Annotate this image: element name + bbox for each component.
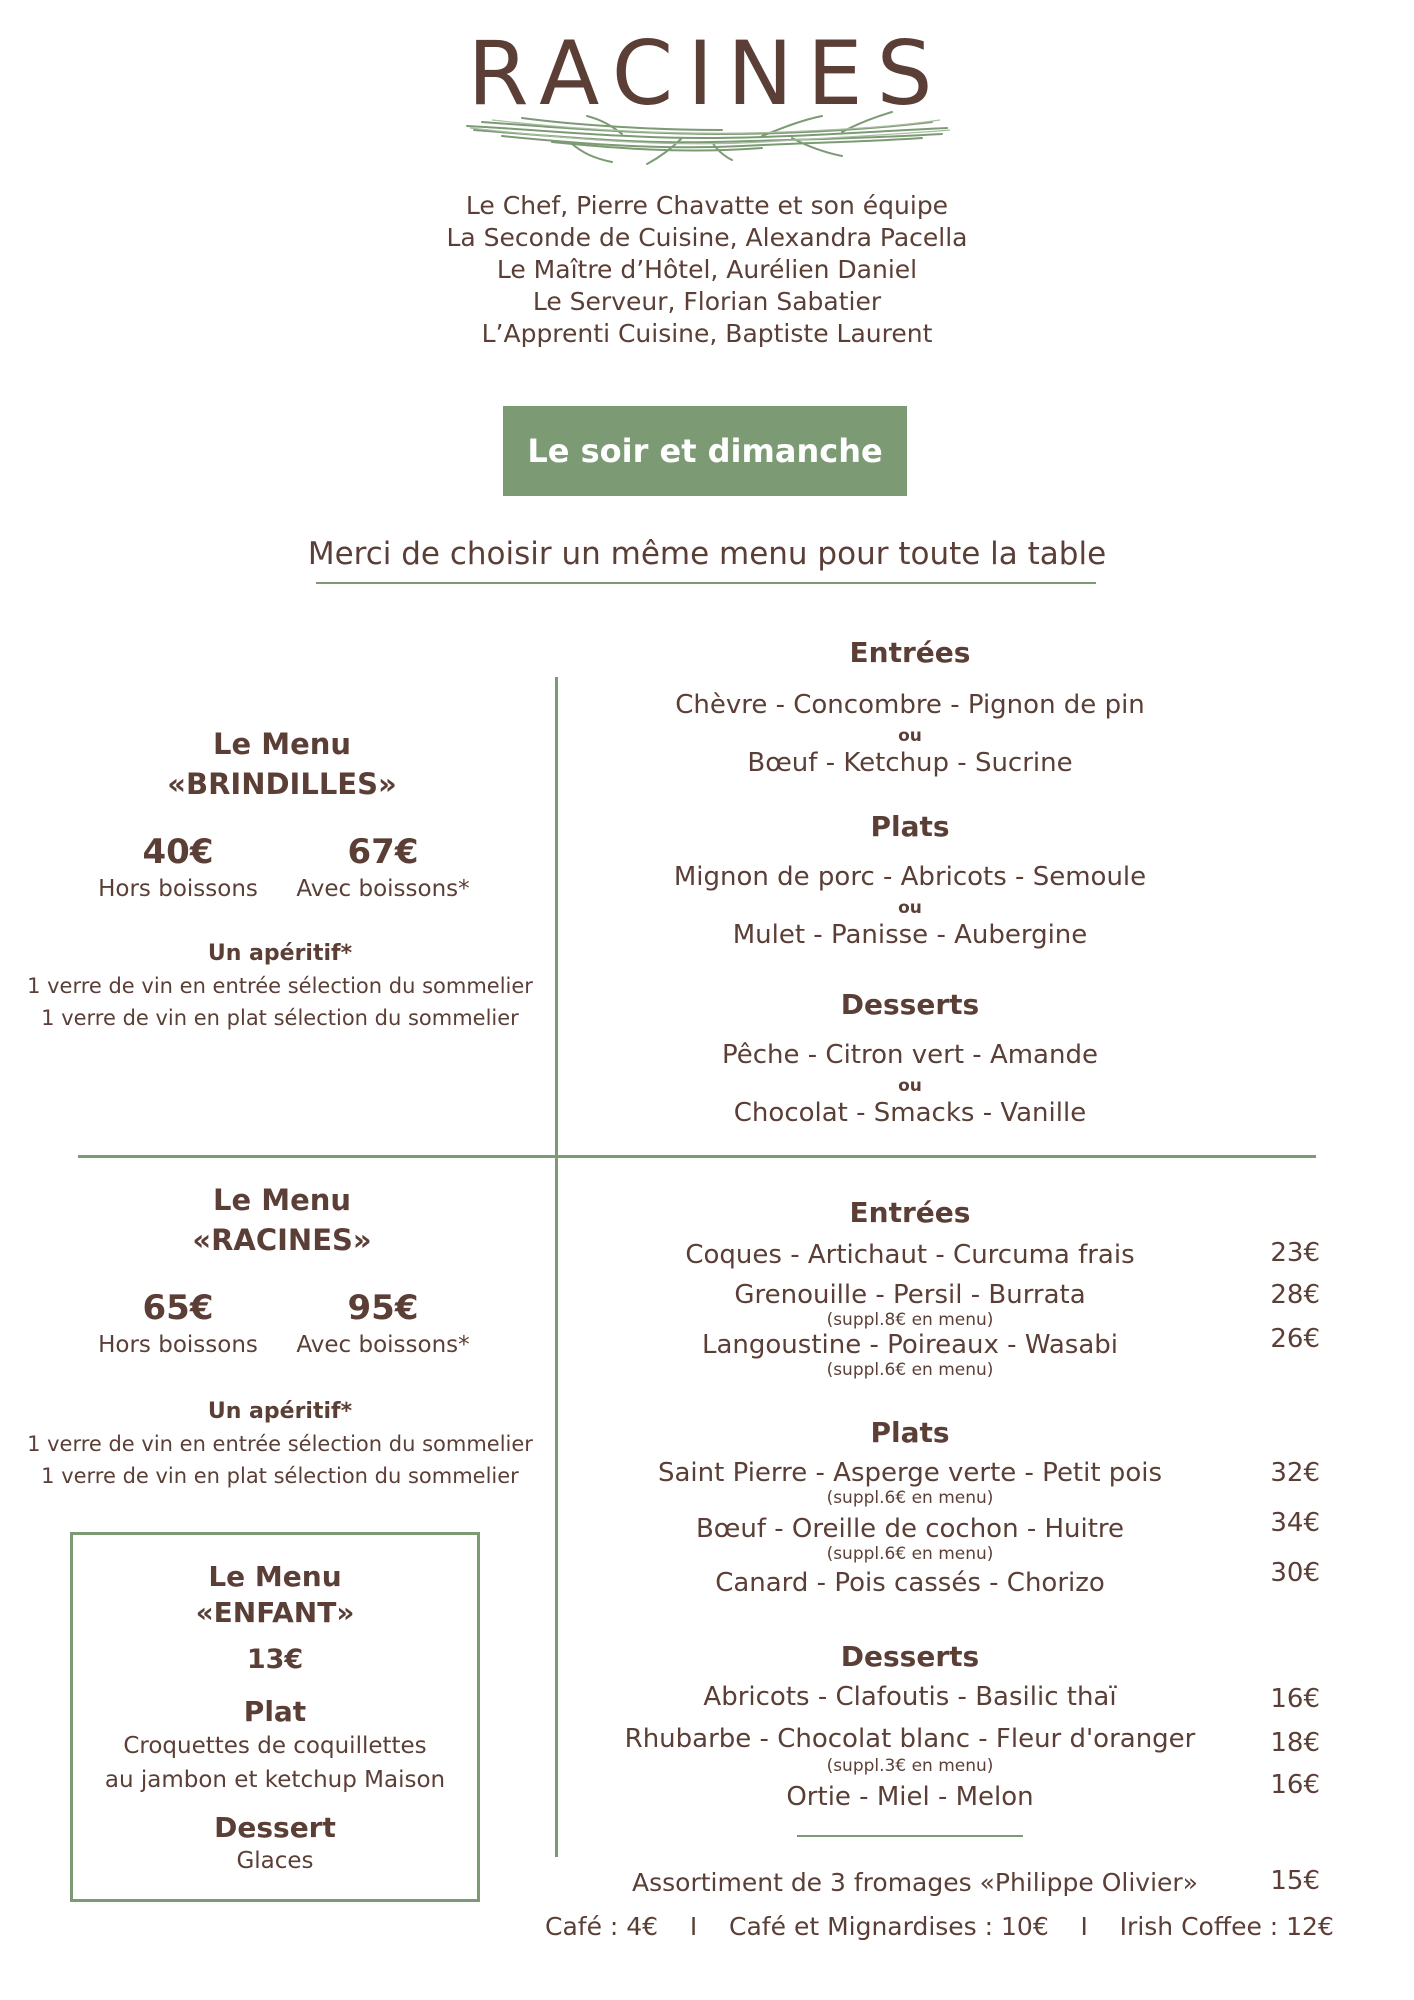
enfant-plat-line: Croquettes de coquillettes: [123, 1733, 427, 1759]
price-note: Hors boissons: [98, 1332, 258, 1358]
vertical-divider: [555, 677, 558, 1857]
banner-label: Le soir et dimanche: [527, 432, 883, 470]
brindilles-dessert-1: Pêche - Citron vert - Amande: [722, 1040, 1098, 1070]
racines-plat-1: Saint Pierre - Asperge verte - Petit pois: [658, 1458, 1162, 1488]
dish-price: 18€: [1270, 1728, 1320, 1758]
supplement-note: (suppl.3€ en menu): [826, 1756, 994, 1776]
drinks-line: Café : 4€ I Café et Mignardises : 10€ I Irish Coffee : 12€: [545, 1912, 1334, 1941]
brindilles-plat-2: Mulet - Panisse - Aubergine: [732, 920, 1088, 950]
racines-price-hors: [78, 1286, 278, 1360]
menu-brindilles-title: [42, 724, 522, 804]
racines-entree-2: Grenouille - Persil - Burrata: [734, 1280, 1086, 1310]
menu-title-line: Le Menu: [212, 727, 352, 761]
aperitif-line: 1 verre de vin en plat sélection du sommelier: [41, 1464, 519, 1488]
price-value: 65€: [142, 1288, 214, 1328]
racines-dessert-3: Ortie - Miel - Melon: [786, 1782, 1034, 1812]
racines-plats-heading: Plats: [870, 1416, 950, 1449]
or-separator: ou: [898, 726, 922, 746]
menu-racines-title: [42, 1180, 522, 1260]
enfant-dessert: Glaces: [236, 1848, 314, 1874]
menu-title-name: «BRINDILLES»: [167, 767, 397, 801]
brindilles-entrees-heading: Entrées: [849, 636, 971, 669]
aperitif-heading: Un apéritif*: [207, 941, 353, 966]
supplement-note: (suppl.6€ en menu): [826, 1488, 994, 1508]
brindilles-price-hors: [78, 830, 278, 904]
dish-price: 34€: [1270, 1508, 1320, 1538]
brindilles-desserts-heading: Desserts: [840, 988, 980, 1021]
enfant-plat-heading: Plat: [243, 1695, 307, 1728]
brindilles-aperitif: [0, 938, 560, 1034]
brindilles-plats-heading: Plats: [870, 810, 950, 843]
or-separator: ou: [898, 1076, 922, 1096]
brindilles-price-avec: [283, 830, 483, 904]
racines-entree-1: Coques - Artichaut - Curcuma frais: [685, 1240, 1135, 1270]
staff-list: [0, 190, 1414, 350]
enfant-plat-line: au jambon et ketchup Maison: [104, 1767, 446, 1793]
enfant-price: 13€: [246, 1644, 304, 1675]
racines-entrees-heading: Entrées: [849, 1196, 971, 1229]
supplement-note: (suppl.6€ en menu): [826, 1544, 994, 1564]
brindilles-entree-2: Bœuf - Ketchup - Sucrine: [747, 748, 1073, 778]
brindilles-dessert-2: Chocolat - Smacks - Vanille: [733, 1098, 1087, 1128]
dish-price: 16€: [1270, 1684, 1320, 1714]
dish-price: 30€: [1270, 1558, 1320, 1588]
dish-price: 23€: [1270, 1238, 1320, 1268]
racines-plat-3: Canard - Pois cassés - Chorizo: [715, 1568, 1105, 1598]
menu-title-name: «RACINES»: [192, 1223, 372, 1257]
staff-line: Le Serveur, Florian Sabatier: [532, 287, 882, 316]
racines-dessert-1: Abricots - Clafoutis - Basilic thaï: [703, 1682, 1117, 1712]
aperitif-heading: Un apéritif*: [207, 1399, 353, 1424]
cheese-assortment: Assortiment de 3 fromages «Philippe Olivier»: [632, 1868, 1198, 1897]
menu-title-line: Le Menu: [212, 1183, 352, 1217]
price-value: 40€: [142, 832, 214, 872]
aperitif-line: 1 verre de vin en plat sélection du sommelier: [41, 1006, 519, 1030]
restaurant-logo: RACINES: [467, 22, 947, 125]
menu-title-name: «ENFANT»: [195, 1596, 355, 1629]
menu-enfant-box: [70, 1532, 480, 1902]
racines-entree-3: Langoustine - Poireaux - Wasabi: [701, 1330, 1119, 1360]
brindilles-plat-1: Mignon de porc - Abricots - Semoule: [673, 862, 1147, 892]
dish-price: 32€: [1270, 1458, 1320, 1488]
staff-line: Le Chef, Pierre Chavatte et son équipe: [465, 191, 949, 220]
price-note: Avec boissons*: [296, 1332, 470, 1358]
dish-price: 16€: [1270, 1770, 1320, 1800]
staff-line: La Seconde de Cuisine, Alexandra Pacella: [446, 223, 968, 252]
price-value: 67€: [347, 832, 419, 872]
cheese-price: 15€: [1270, 1866, 1320, 1896]
or-separator: ou: [898, 898, 922, 918]
instruction-underline: [316, 582, 1096, 584]
racines-dessert-2: Rhubarbe - Chocolat blanc - Fleur d'oranger: [624, 1724, 1196, 1754]
service-banner: [503, 406, 907, 496]
racines-price-avec: [283, 1286, 483, 1360]
staff-line: L’Apprenti Cuisine, Baptiste Laurent: [481, 319, 933, 348]
racines-aperitif: [0, 1396, 560, 1492]
menu-title-line: Le Menu: [208, 1560, 342, 1593]
racines-plat-2: Bœuf - Oreille de cochon - Huitre: [695, 1514, 1125, 1544]
dish-price: 28€: [1270, 1280, 1320, 1310]
price-note: Avec boissons*: [296, 876, 470, 902]
aperitif-line: 1 verre de vin en entrée sélection du sommelier: [27, 974, 533, 998]
table-instruction: Merci de choisir un même menu pour toute la table: [307, 536, 1107, 572]
price-note: Hors boissons: [98, 876, 258, 902]
racines-desserts-heading: Desserts: [840, 1640, 980, 1673]
staff-line: Le Maître d’Hôtel, Aurélien Daniel: [496, 255, 918, 284]
aperitif-line: 1 verre de vin en entrée sélection du sommelier: [27, 1432, 533, 1456]
horizontal-divider: [78, 1155, 1316, 1158]
supplement-note: (suppl.8€ en menu): [826, 1310, 994, 1330]
branch-logo-icon: [462, 108, 952, 168]
dish-price: 26€: [1270, 1324, 1320, 1354]
supplement-note: (suppl.6€ en menu): [826, 1360, 994, 1380]
cheese-divider: [797, 1835, 1023, 1837]
price-value: 95€: [347, 1288, 419, 1328]
enfant-dessert-heading: Dessert: [214, 1811, 336, 1844]
brindilles-entree-1: Chèvre - Concombre - Pignon de pin: [675, 690, 1145, 720]
